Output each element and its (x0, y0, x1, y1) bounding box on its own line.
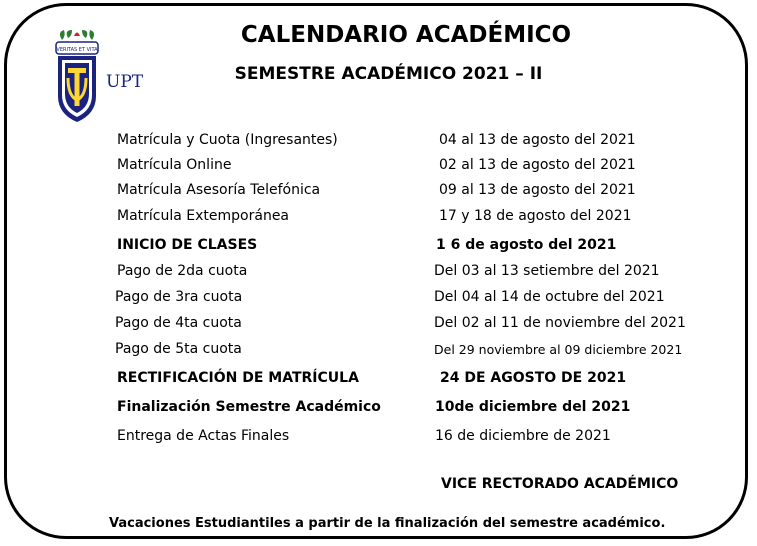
schedule-date: 24 DE AGOSTO DE 2021 (440, 370, 627, 386)
schedule-label: INICIO DE CLASES (117, 237, 258, 253)
schedule-date: 16 de diciembre de 2021 (435, 428, 611, 444)
schedule-label: Pago de 5ta cuota (115, 341, 242, 357)
schedule-label: Finalización Semestre Académico (117, 399, 381, 415)
logo-motto: VERITAS ET VITA (56, 47, 98, 53)
schedule-date: Del 29 noviembre al 09 diciembre 2021 (434, 342, 683, 357)
page-subtitle: SEMESTRE ACADÉMICO 2021 – II (234, 64, 543, 84)
footer-note: Vacaciones Estudiantiles a partir de la finalización del semestre académico. (109, 516, 666, 531)
schedule-label: Matrícula Asesoría Telefónica (117, 182, 321, 198)
signature-office: VICE RECTORADO ACADÉMICO (441, 476, 679, 492)
schedule-date: 17 y 18 de agosto del 2021 (439, 208, 632, 224)
schedule-date: 10de diciembre del 2021 (435, 399, 631, 415)
schedule-date: 02 al 13 de agosto del 2021 (439, 157, 636, 173)
page-title: CALENDARIO ACADÉMICO (240, 22, 572, 48)
schedule-date: 1 6 de agosto del 2021 (436, 237, 617, 253)
schedule-label: Matrícula y Cuota (Ingresantes) (117, 132, 338, 148)
schedule-label: Pago de 2da cuota (117, 263, 248, 279)
schedule-date: Del 02 al 11 de noviembre del 2021 (434, 315, 686, 331)
schedule-date: 09 al 13 de agosto del 2021 (439, 182, 636, 198)
schedule-date: Del 03 al 13 setiembre del 2021 (434, 263, 660, 279)
schedule-date: Del 04 al 14 de octubre del 2021 (434, 289, 665, 305)
schedule-label: Matrícula Online (117, 157, 232, 173)
logo-text: UPT (106, 72, 144, 92)
schedule-label: Matrícula Extemporánea (117, 208, 290, 224)
schedule-label: Pago de 3ra cuota (115, 289, 243, 305)
schedule-label: RECTIFICACIÓN DE MATRÍCULA (117, 370, 359, 386)
schedule-label: Pago de 4ta cuota (115, 315, 242, 331)
schedule-date: 04 al 13 de agosto del 2021 (439, 132, 636, 148)
schedule-label: Entrega de Actas Finales (117, 428, 290, 444)
